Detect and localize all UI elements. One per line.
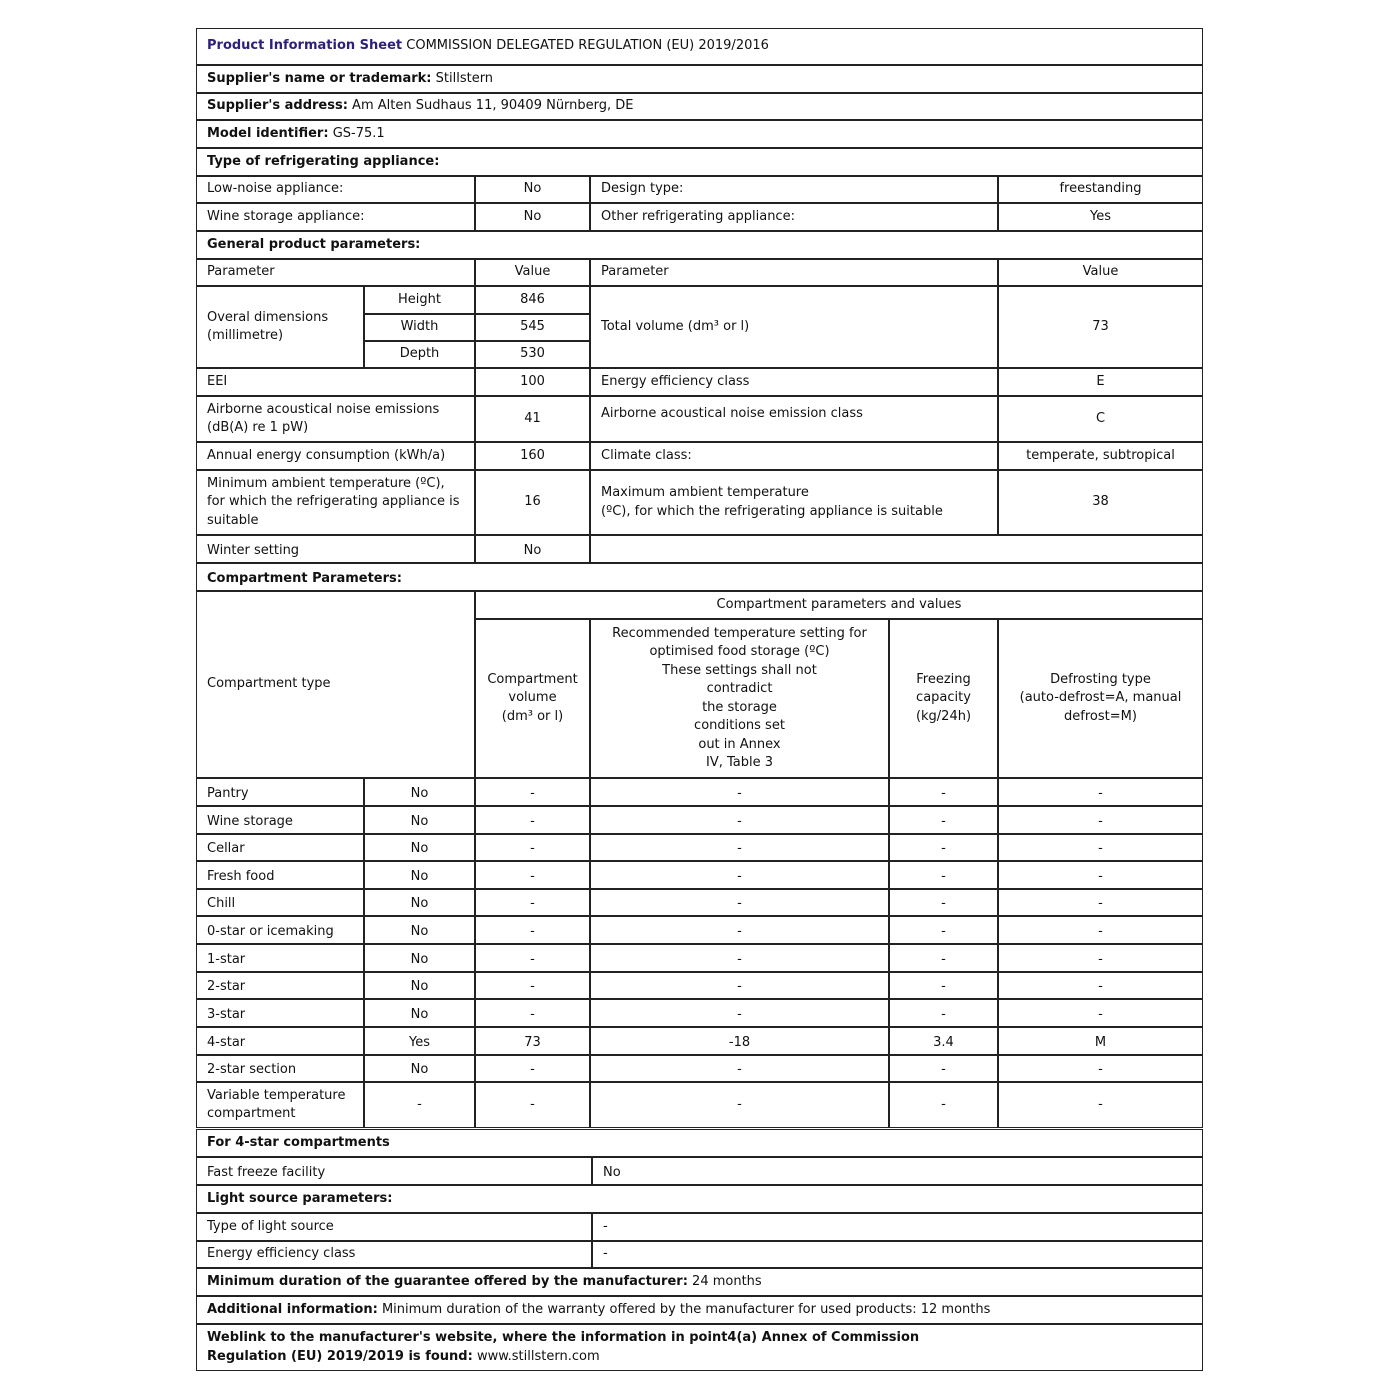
wine-storage-label: Wine storage appliance: [196, 203, 475, 231]
compartment-freezing-cell: - [889, 1082, 998, 1128]
noise-class-label: Airborne acoustical noise emission class [590, 396, 998, 442]
supplier-address: Am Alten Sudhaus 11, 90409 Nürnberg, DE [352, 98, 634, 114]
compartment-type-cell: Fresh food [196, 861, 364, 889]
supplier-address-row [196, 93, 1203, 120]
compartment-type-cell: 1-star [196, 944, 364, 972]
light-energy-class-label: Energy efficiency class [196, 1241, 592, 1268]
winter-setting-empty [590, 535, 1203, 563]
compartment-present-cell: No [364, 861, 475, 889]
value-header-right: Value [998, 259, 1203, 286]
compartment-section-title-text: Compartment Parameters: [207, 570, 402, 586]
light-section-title-text: Light source parameters: [207, 1190, 393, 1206]
light-type-label: Type of light source [196, 1213, 592, 1241]
compartment-volume-cell: - [475, 1055, 590, 1082]
compartment-volume-cell: - [475, 916, 590, 944]
compartment-temperature-cell: - [590, 999, 889, 1027]
compartment-volume-cell: - [475, 778, 590, 806]
max-temp-value: 38 [998, 470, 1203, 535]
compartment-volume-header: Compartment volume (dm³ or l) [475, 619, 590, 778]
regulation-title: COMMISSION DELEGATED REGULATION (EU) 2019/2016 [406, 38, 769, 54]
guarantee-value: 24 months [692, 1273, 762, 1289]
compartment-temperature-cell: - [590, 889, 889, 916]
annual-energy-value: 160 [475, 442, 590, 470]
noise-class-value: C [998, 396, 1203, 442]
supplier-name-row [196, 65, 1203, 93]
annual-energy-label: Annual energy consumption (kWh/a) [196, 442, 475, 470]
param-header-right: Parameter [590, 259, 998, 286]
compartment-freezing-cell: - [889, 944, 998, 972]
compartment-temperature-cell: - [590, 944, 889, 972]
other-appliance-value: Yes [998, 203, 1203, 231]
compartment-present-cell: No [364, 806, 475, 834]
compartment-volume-cell: 73 [475, 1027, 590, 1055]
weblink-label: Weblink to the manufacturer's website, where the information in point4(a) Annex of Commission Regulation (EU) 2019/2019 is found: [207, 1330, 920, 1364]
compartment-freezing-cell: - [889, 999, 998, 1027]
additional-info-value: Minimum duration of the warranty offered by the manufacturer for used products: 12 months [381, 1301, 991, 1317]
compartment-freezing-cell: - [889, 778, 998, 806]
model-identifier: GS-75.1 [332, 125, 385, 141]
compartment-freezing-cell: - [889, 1055, 998, 1082]
compartment-defrost-cell: - [998, 916, 1203, 944]
noise-label: Airborne acoustical noise emissions (dB(A) re 1 pW) [196, 396, 475, 442]
compartment-temperature-cell: -18 [590, 1027, 889, 1055]
compartment-volume-cell: - [475, 889, 590, 916]
param-header-left: Parameter [196, 259, 475, 286]
supplier-name-label: Supplier's name or trademark: [207, 70, 432, 86]
height-label: Height [364, 286, 475, 314]
model-label: Model identifier: [207, 125, 329, 141]
compartment-present-cell: No [364, 944, 475, 972]
sheet-header [196, 28, 1203, 65]
energy-class-label: Energy efficiency class [590, 368, 998, 396]
compartment-type-header: Compartment type [196, 591, 475, 778]
compartment-present-cell: Yes [364, 1027, 475, 1055]
light-energy-class-value: - [592, 1241, 1203, 1268]
eei-label: EEI [196, 368, 475, 396]
total-volume-label: Total volume (dm³ or l) [590, 286, 998, 368]
compartment-freezing-cell: - [889, 806, 998, 834]
fast-freeze-value: No [592, 1157, 1203, 1185]
compartment-defrost-cell: - [998, 806, 1203, 834]
compartment-defrost-cell: - [998, 861, 1203, 889]
compartment-temperature-cell: - [590, 1055, 889, 1082]
compartment-volume-cell: - [475, 834, 590, 861]
compartment-freezing-cell: - [889, 972, 998, 999]
total-volume-value: 73 [998, 286, 1203, 368]
compartment-present-cell: No [364, 778, 475, 806]
compartment-freezing-cell: - [889, 889, 998, 916]
width-value: 545 [475, 314, 590, 341]
max-temp-label: Maximum ambient temperature (ºC), for which the refrigerating appliance is suitable [590, 470, 998, 535]
compartment-defrost-cell: - [998, 999, 1203, 1027]
additional-info-row [196, 1296, 1203, 1324]
compartment-defrost-cell: - [998, 972, 1203, 999]
type-section-title-text: Type of refrigerating appliance: [207, 153, 440, 169]
compartment-type-cell: 2-star section [196, 1055, 364, 1082]
wine-storage-value: No [475, 203, 590, 231]
design-type-label: Design type: [590, 176, 998, 203]
compartment-volume-cell: - [475, 1082, 590, 1128]
model-row [196, 120, 1203, 148]
product-information-sheet [196, 28, 1203, 1371]
general-section-title [196, 231, 1203, 259]
compartment-defrost-cell: - [998, 889, 1203, 916]
compartment-defrost-cell: - [998, 944, 1203, 972]
supplier-address-label: Supplier's address: [207, 98, 348, 114]
compartment-section-title [196, 563, 1203, 591]
compartment-temperature-cell: - [590, 916, 889, 944]
depth-value: 530 [475, 341, 590, 368]
value-header-left: Value [475, 259, 590, 286]
sheet-label: Product Information Sheet [207, 38, 403, 54]
depth-label: Depth [364, 341, 475, 368]
compartment-freezing-cell: - [889, 916, 998, 944]
compartment-present-cell: No [364, 889, 475, 916]
compartment-present-cell: No [364, 916, 475, 944]
four-star-section-title [196, 1129, 1203, 1157]
energy-class-value: E [998, 368, 1203, 396]
compartment-temperature-cell: - [590, 972, 889, 999]
compartment-present-cell: No [364, 999, 475, 1027]
climate-class-value: temperate, subtropical [998, 442, 1203, 470]
light-type-value: - [592, 1213, 1203, 1241]
compartment-defrost-cell: - [998, 1082, 1203, 1128]
compartment-group-header: Compartment parameters and values [475, 591, 1203, 619]
compartment-type-cell: Wine storage [196, 806, 364, 834]
compartment-defrost-cell: - [998, 1055, 1203, 1082]
compartment-present-cell: No [364, 1055, 475, 1082]
dimensions-label: Overal dimensions (millimetre) [196, 286, 364, 368]
freezing-capacity-header: Freezing capacity (kg/24h) [889, 619, 998, 778]
width-label: Width [364, 314, 475, 341]
min-temp-value: 16 [475, 470, 590, 535]
compartment-volume-cell: - [475, 861, 590, 889]
eei-value: 100 [475, 368, 590, 396]
compartment-defrost-cell: - [998, 834, 1203, 861]
defrosting-type-header: Defrosting type (auto-defrost=A, manual defrost=M) [998, 619, 1203, 778]
compartment-defrost-cell: - [998, 778, 1203, 806]
compartment-temperature-cell: - [590, 806, 889, 834]
compartment-volume-cell: - [475, 944, 590, 972]
winter-setting-value: No [475, 535, 590, 563]
compartment-type-cell: 0-star or icemaking [196, 916, 364, 944]
compartment-type-cell: Variable temperature compartment [196, 1082, 364, 1128]
compartment-temperature-cell: - [590, 861, 889, 889]
compartment-present-cell: No [364, 972, 475, 999]
supplier-name: Stillstern [435, 70, 494, 86]
climate-class-label: Climate class: [590, 442, 998, 470]
compartment-type-cell: 4-star [196, 1027, 364, 1055]
compartment-present-cell: - [364, 1082, 475, 1128]
general-section-title-text: General product parameters: [207, 236, 421, 252]
guarantee-row [196, 1268, 1203, 1296]
compartment-freezing-cell: - [889, 834, 998, 861]
low-noise-label: Low-noise appliance: [196, 176, 475, 203]
compartment-temperature-cell: - [590, 834, 889, 861]
compartment-type-cell: Chill [196, 889, 364, 916]
four-star-section-title-text: For 4-star compartments [207, 1134, 390, 1150]
light-section-title [196, 1185, 1203, 1213]
compartment-temperature-cell: - [590, 1082, 889, 1128]
guarantee-label: Minimum duration of the guarantee offered by the manufacturer: [207, 1273, 688, 1289]
noise-value: 41 [475, 396, 590, 442]
low-noise-value: No [475, 176, 590, 203]
compartment-freezing-cell: - [889, 861, 998, 889]
compartment-type-cell: Cellar [196, 834, 364, 861]
additional-info-label: Additional information: [207, 1301, 378, 1317]
compartment-volume-cell: - [475, 806, 590, 834]
compartment-temperature-cell: - [590, 778, 889, 806]
fast-freeze-label: Fast freeze facility [196, 1157, 592, 1185]
compartment-freezing-cell: 3.4 [889, 1027, 998, 1055]
compartment-present-cell: No [364, 834, 475, 861]
compartment-volume-cell: - [475, 999, 590, 1027]
other-appliance-label: Other refrigerating appliance: [590, 203, 998, 231]
temperature-setting-header: Recommended temperature setting for optimised food storage (ºC) These settings shall not contradict the storage conditions set out in Annex IV, Table 3 [590, 619, 889, 778]
winter-setting-label: Winter setting [196, 535, 475, 563]
height-value: 846 [475, 286, 590, 314]
min-temp-label: Minimum ambient temperature (ºC), for which the refrigerating appliance is suitable [196, 470, 475, 535]
design-type-value: freestanding [998, 176, 1203, 203]
compartment-type-cell: 3-star [196, 999, 364, 1027]
compartment-type-cell: 2-star [196, 972, 364, 999]
compartment-volume-cell: - [475, 972, 590, 999]
compartment-type-cell: Pantry [196, 778, 364, 806]
weblink-url[interactable]: www.stillstern.com [476, 1348, 600, 1364]
type-section-title [196, 148, 1203, 176]
compartment-defrost-cell: M [998, 1027, 1203, 1055]
weblink-row [196, 1324, 1203, 1371]
